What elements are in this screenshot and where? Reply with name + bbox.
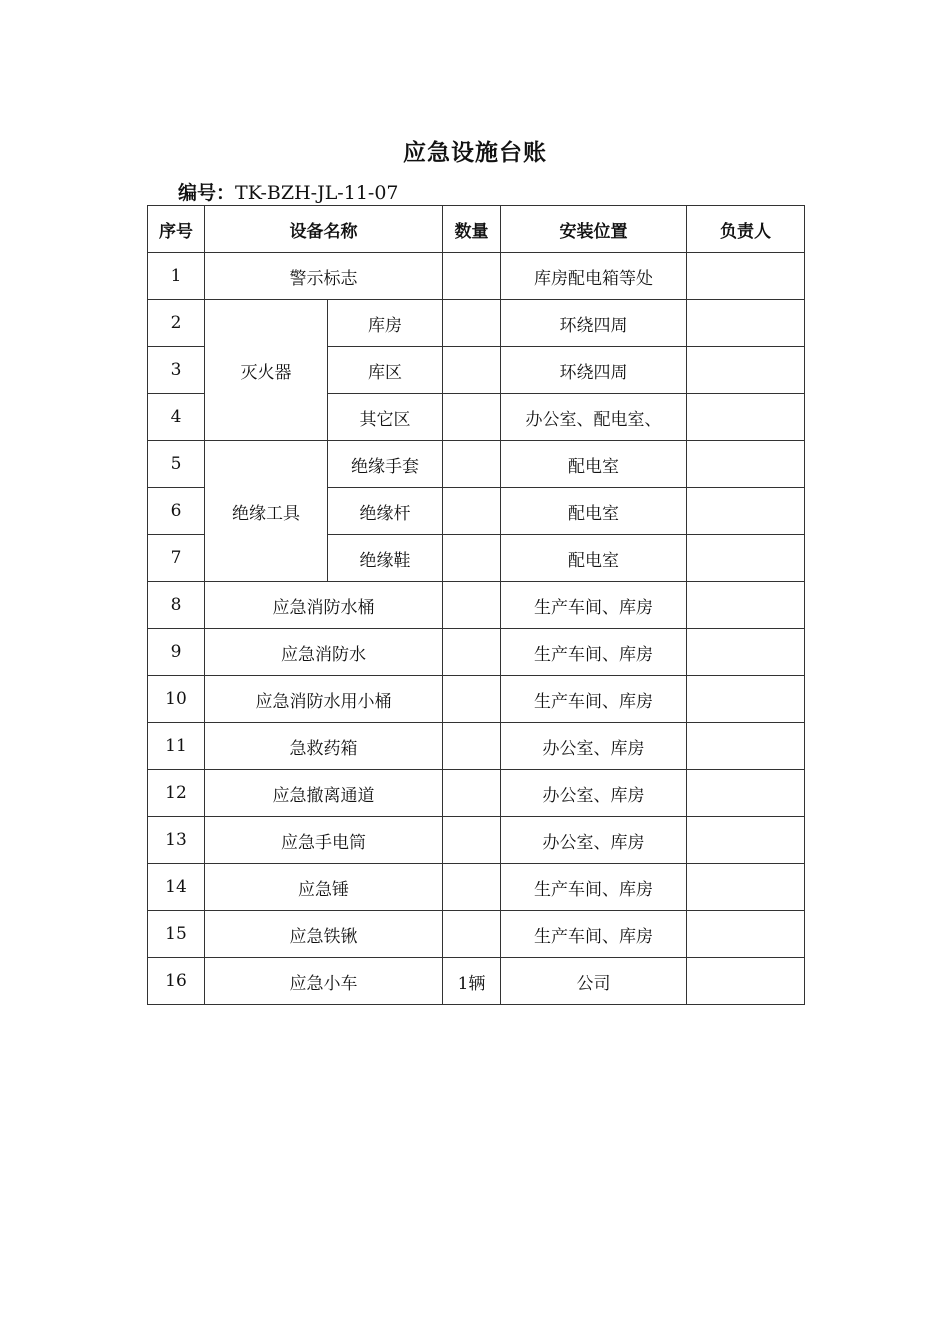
cell-name: 应急铁锹 <box>205 911 443 958</box>
table-row <box>148 253 805 300</box>
cell-subname: 其它区 <box>328 394 443 441</box>
cell-name: 应急消防水 <box>205 629 443 676</box>
cell-owner <box>687 535 805 582</box>
cell-owner <box>687 958 805 1005</box>
cell-qty <box>443 253 501 300</box>
cell-no: 7 <box>148 535 205 582</box>
cell-no: 2 <box>148 300 205 347</box>
table-row <box>148 817 805 864</box>
page-title: 应急设施台账 <box>403 139 547 166</box>
cell-name: 急救药箱 <box>205 723 443 770</box>
cell-no: 16 <box>148 958 205 1005</box>
cell-name: 应急消防水桶 <box>205 582 443 629</box>
cell-group-name: 绝缘工具 <box>205 441 328 582</box>
cell-location: 办公室、库房 <box>501 770 687 817</box>
cell-no: 8 <box>148 582 205 629</box>
table-header-row <box>148 206 805 253</box>
table-row <box>148 770 805 817</box>
cell-owner <box>687 676 805 723</box>
cell-no: 10 <box>148 676 205 723</box>
cell-owner <box>687 394 805 441</box>
cell-subname: 绝缘手套 <box>328 441 443 488</box>
table-row <box>148 441 805 488</box>
cell-no: 15 <box>148 911 205 958</box>
cell-location: 环绕四周 <box>501 347 687 394</box>
facility-ledger-table <box>147 205 805 1005</box>
document-code <box>178 178 399 205</box>
cell-no: 5 <box>148 441 205 488</box>
cell-location: 环绕四周 <box>501 300 687 347</box>
cell-owner <box>687 582 805 629</box>
cell-owner <box>687 817 805 864</box>
table-row <box>148 958 805 1005</box>
cell-location: 办公室、库房 <box>501 723 687 770</box>
cell-group-name: 灭火器 <box>205 300 328 441</box>
cell-location: 公司 <box>501 958 687 1005</box>
cell-location: 生产车间、库房 <box>501 864 687 911</box>
cell-no: 13 <box>148 817 205 864</box>
cell-owner <box>687 441 805 488</box>
cell-name: 应急锤 <box>205 864 443 911</box>
cell-subname: 库房 <box>328 300 443 347</box>
header-qty: 数量 <box>443 206 501 253</box>
cell-subname: 绝缘杆 <box>328 488 443 535</box>
cell-qty <box>443 817 501 864</box>
cell-qty <box>443 394 501 441</box>
cell-name: 应急消防水用小桶 <box>205 676 443 723</box>
cell-location: 生产车间、库房 <box>501 676 687 723</box>
cell-subname: 绝缘鞋 <box>328 535 443 582</box>
header-no: 序号 <box>148 206 205 253</box>
document-code-value: TK-BZH-JL-11-07 <box>235 182 399 204</box>
cell-no: 4 <box>148 394 205 441</box>
cell-location: 配电室 <box>501 488 687 535</box>
cell-location: 生产车间、库房 <box>501 911 687 958</box>
cell-location: 生产车间、库房 <box>501 582 687 629</box>
table-row <box>148 300 805 347</box>
cell-no: 14 <box>148 864 205 911</box>
cell-no: 1 <box>148 253 205 300</box>
table-row <box>148 582 805 629</box>
table-row <box>148 723 805 770</box>
cell-qty: 1辆 <box>443 958 501 1005</box>
cell-no: 11 <box>148 723 205 770</box>
cell-owner <box>687 488 805 535</box>
cell-name: 应急小车 <box>205 958 443 1005</box>
cell-location: 办公室、库房 <box>501 817 687 864</box>
cell-location: 配电室 <box>501 535 687 582</box>
cell-no: 9 <box>148 629 205 676</box>
cell-qty <box>443 488 501 535</box>
table-row <box>148 676 805 723</box>
header-name: 设备名称 <box>205 206 443 253</box>
cell-name: 警示标志 <box>205 253 443 300</box>
cell-qty <box>443 535 501 582</box>
cell-no: 12 <box>148 770 205 817</box>
cell-name: 应急手电筒 <box>205 817 443 864</box>
cell-owner <box>687 723 805 770</box>
cell-qty <box>443 676 501 723</box>
table-row <box>148 911 805 958</box>
table-row <box>148 629 805 676</box>
cell-owner <box>687 864 805 911</box>
document-code-label: 编号： <box>178 182 236 204</box>
cell-qty <box>443 770 501 817</box>
cell-subname: 库区 <box>328 347 443 394</box>
header-owner: 负责人 <box>687 206 805 253</box>
cell-no: 3 <box>148 347 205 394</box>
cell-owner <box>687 770 805 817</box>
cell-location: 库房配电箱等处 <box>501 253 687 300</box>
table-row <box>148 864 805 911</box>
cell-owner <box>687 629 805 676</box>
cell-location: 办公室、配电室、 <box>501 394 687 441</box>
cell-name: 应急撤离通道 <box>205 770 443 817</box>
cell-location: 生产车间、库房 <box>501 629 687 676</box>
cell-qty <box>443 347 501 394</box>
cell-owner <box>687 911 805 958</box>
cell-owner <box>687 300 805 347</box>
header-location: 安装位置 <box>501 206 687 253</box>
cell-no: 6 <box>148 488 205 535</box>
cell-qty <box>443 723 501 770</box>
cell-owner <box>687 253 805 300</box>
cell-qty <box>443 300 501 347</box>
cell-location: 配电室 <box>501 441 687 488</box>
cell-owner <box>687 347 805 394</box>
cell-qty <box>443 864 501 911</box>
cell-qty <box>443 582 501 629</box>
cell-qty <box>443 911 501 958</box>
cell-qty <box>443 441 501 488</box>
cell-qty <box>443 629 501 676</box>
